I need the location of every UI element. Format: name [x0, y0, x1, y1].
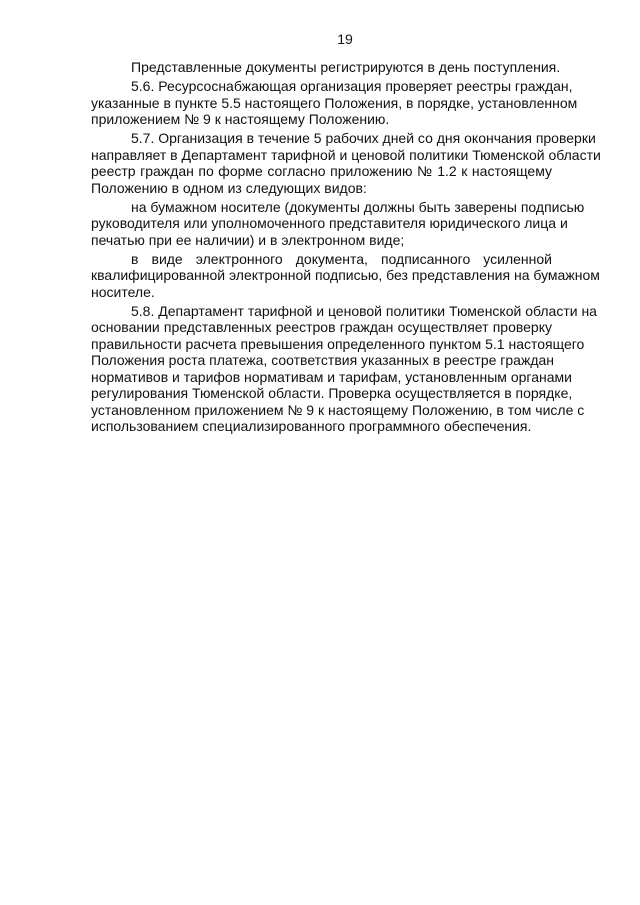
- paragraph: [91, 250, 600, 301]
- text-line: в виде электронного документа, подписанного усиленной: [131, 250, 552, 267]
- document-body: [91, 59, 601, 438]
- text-line: на бумажном носителе (документы должны быть заверены подписью: [131, 198, 585, 215]
- paragraph: [91, 78, 578, 128]
- text-line: 5.7. Организация в течение 5 рабочих дней со дня окончания проверки: [131, 130, 596, 147]
- text-line: печатью при ее наличии) и в электронном виде;: [91, 231, 405, 248]
- text-line: 5.6. Ресурсоснабжающая организация проверяет реестры граждан,: [131, 78, 573, 95]
- text-line: нормативов и тарифов нормативам и тарифам, установленным органами: [91, 368, 572, 385]
- text-line: руководителя или уполномоченного представителя юридического лица и: [91, 215, 568, 232]
- text-line: основании представленных реестров граждан осуществляет проверку: [91, 319, 552, 336]
- paragraph: [91, 59, 561, 76]
- text-line: направляет в Департамент тарифной и ценовой политики Тюменской области: [91, 146, 601, 163]
- text-line: установленном приложением № 9 к настоящему Положению, в том числе с: [91, 401, 585, 418]
- text-line: носителе.: [91, 283, 155, 300]
- text-line: использованием специализированного программного обеспечения.: [91, 418, 532, 435]
- text-line: Положению в одном из следующих видов:: [91, 179, 367, 196]
- paragraph: [91, 198, 585, 249]
- text-line: правильности расчета превышения определенного пунктом 5.1 настоящего: [91, 335, 585, 352]
- paragraph: [91, 130, 601, 196]
- text-line: Представленные документы регистрируются в день поступления.: [131, 59, 561, 75]
- text-line: Положения роста платежа, соответствия указанных в реестре граждан: [91, 352, 555, 369]
- text-line: 5.8. Департамент тарифной и ценовой политики Тюменской области на: [131, 302, 597, 319]
- text-line: реестр граждан по форме согласно приложению № 1.2 к настоящему: [91, 163, 552, 180]
- page-number: 19: [337, 31, 353, 47]
- text-line: приложением № 9 к настоящему Положению.: [91, 111, 390, 128]
- text-line: квалифицированной электронной подписью, без представления на бумажном: [91, 267, 600, 284]
- paragraph: [91, 302, 597, 435]
- text-line: указанные в пункте 5.5 настоящего Положения, в порядке, установленном: [91, 94, 578, 111]
- text-line: регулирования Тюменской области. Проверка осуществляется в порядке,: [91, 385, 573, 402]
